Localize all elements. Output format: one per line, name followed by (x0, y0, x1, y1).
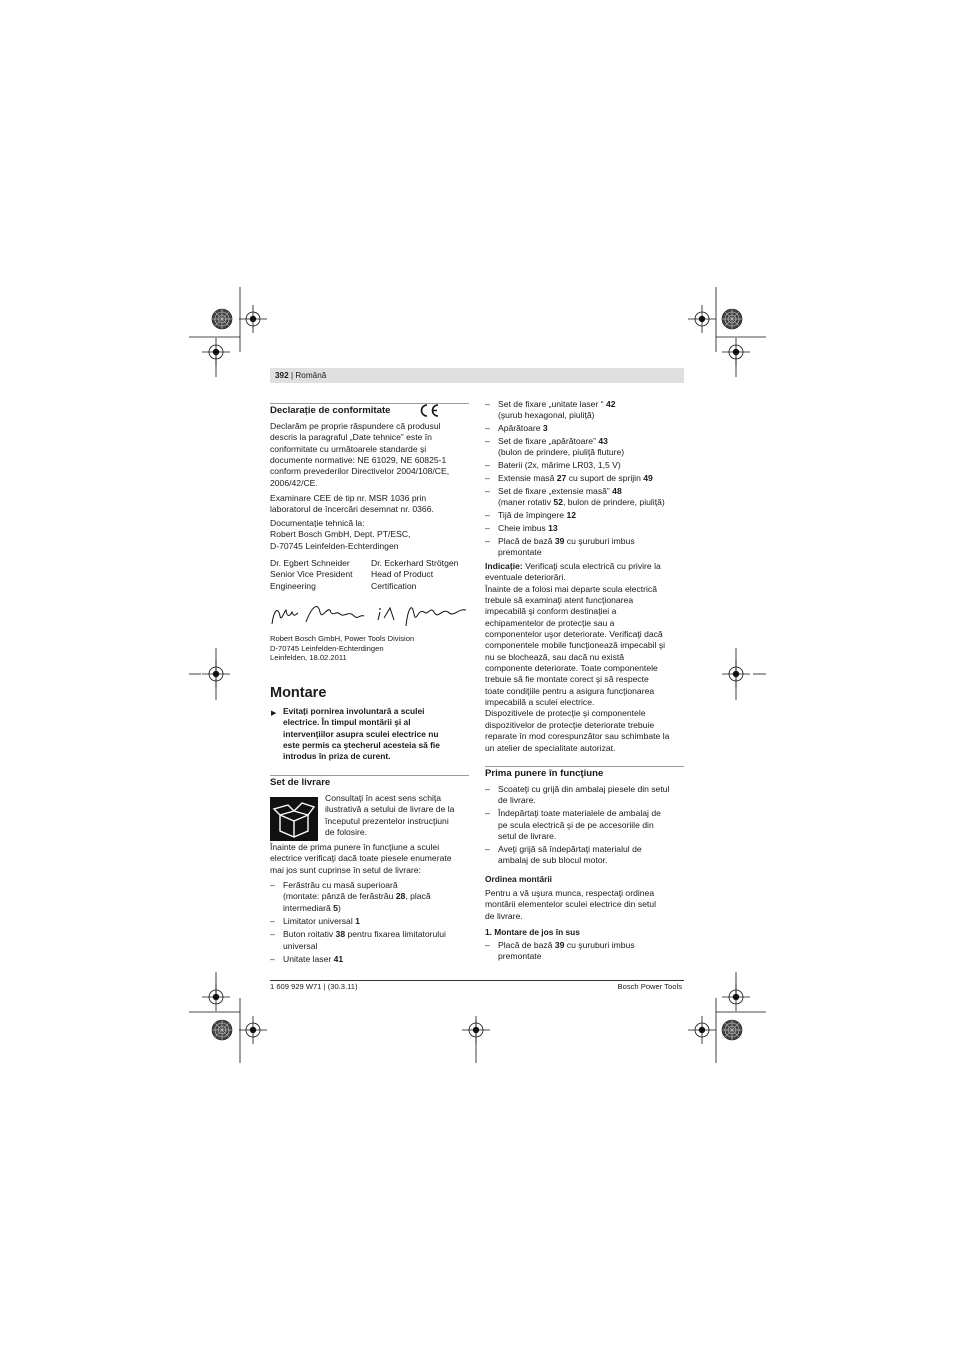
ce-mark (418, 403, 440, 418)
list-item: – Set de fixare „extensie masă” 48 (maner rotativ 52, bulon de prindere, piuliță) (485, 486, 690, 509)
set-intro: Înainte de prima punere în funcţiune a sculei electrice verificaţi dacă toate piesele enumerate mai jos sunt cuprinse în setul de livrare: (270, 842, 452, 875)
list-item: – Set de fixare „unitate laser “ 42 (şurub hexagonal, piuliță) (485, 399, 690, 422)
order-text: Pentru a vă uşura munca, respectaţi ordinea montării elementelor sculei electrice din setul de livrare. (485, 888, 656, 921)
note-label: Indicație: (485, 561, 523, 571)
step1-title: 1. Montare de jos în sus (485, 927, 580, 937)
signer-1: Dr. Egbert Schneider Senior Vice President Engineering (270, 558, 353, 591)
list-item: – Scoateţi cu grijă din ambalaj piesele din setul de livrare. (485, 784, 690, 807)
list-item: – Limitator universal 1 (270, 916, 480, 927)
first-use-list (485, 784, 690, 866)
exam-text: Examinare CEE de tip nr. MSR 1036 prin laboratorul de încercări desemnat nr. 0366. (270, 493, 434, 515)
first-use-rule (485, 766, 684, 767)
ce-mark-icon (418, 403, 440, 418)
note-text: Indicație: Verificaţi scula electrică cu privire la eventuale deteriorări. Înainte de a folosi mai departe scula electrică trebuie să examinaţi atent funcţionarea impecabilă şi conform destinaţiei a echipamentelor de protecţie sau a componentelor uşor deteriorate. Verificaţi dacă componentele mobile funcţionează impecabil şi nu se blochează, sau dacă nu există componente deteriorate. Toate componentele trebuie să fie montate corect şi să respecte toate condiţiile pentru a asigura funcţionarea impecabilă a sculei electrice. Dispozitivele de protecţie şi componentele dispozitivelor de protecţie deteriorate trebuie reparate în mod corespunzător sau schimbate la un atelier de specialitate autorizat. (485, 561, 670, 753)
list-item: – Placă de bază 39 cu şuruburi imbus premontate (485, 536, 690, 559)
list-item: – Cheie imbus 13 (485, 523, 690, 534)
warning-text: Evitați pornirea involuntară a sculei electrice. În timpul montării şi al intervenţiilor asupra sculei electrice nu este permis ca ştecherul acesteia să fie introdus în priza de curent. (283, 706, 440, 762)
list-item: – Unitate laser 41 (270, 954, 480, 965)
list-item: – Apărătoare 3 (485, 423, 690, 434)
company-info: Robert Bosch GmbH, Power Tools Division D-70745 Leinfelden-Echterdingen Leinfelden, 18.02.2011 (270, 634, 415, 662)
signatures (268, 598, 472, 632)
declaration-text: Declarăm pe proprie răspundere că produsul descris la paragraful „Date tehnice” este în conformitate cu următoarele standarde și documente normative: NE 61029, NE 60825-1 conform prevederilor Directivelor 2004/108/CE, 2006/42/CE. (270, 421, 450, 488)
order-title: Ordinea montării (485, 874, 553, 884)
list-item: – Buton roitativ 38 pentru fixarea limitatorului universal (270, 929, 480, 952)
step1-list (485, 940, 690, 963)
list-item: – Set de fixare „apărătoare” 43 (bulon de prindere, piuliţă fluture) (485, 436, 690, 459)
warning-triangle-icon: ▶ (271, 710, 277, 717)
first-use-title: Prima punere în funcţiune (485, 768, 604, 779)
box-icon (270, 797, 318, 841)
list-item: – Aveţi grijă să îndepărtaţi materialul de ambalaj de sub blocul motor. (485, 844, 690, 867)
set-title: Set de livrare (270, 777, 331, 788)
footer-rule (270, 980, 684, 981)
list-item: – Baterii (2x, mărime LR03, 1,5 V) (485, 460, 690, 471)
montare-title: Montare (270, 685, 327, 701)
set-icon-text: Consultaţi în acest sens schiţa ilustrativă a setului de livrare de la începutul prezentelor instrucţiuni de folosire. (325, 793, 455, 838)
page-number: 392 (275, 371, 289, 380)
list-item: – Ferăstrău cu masă superioară (montate: pânză de ferăstrău 28, placă intermediară 5) (270, 880, 480, 914)
set-rule (270, 775, 469, 776)
list-item: – Extensie masă 27 cu suport de sprijin 49 (485, 473, 690, 484)
page-header (270, 368, 684, 383)
header-language: Română (295, 371, 327, 380)
list-item: – Îndepărtaţi toate materialele de ambalaj de pe scula electrică şi de pe accesoriile din setul de livrare. (485, 808, 690, 842)
header-separator: | (288, 371, 296, 380)
right-items-list (485, 399, 690, 558)
footer-right: Bosch Power Tools (617, 982, 682, 991)
signer-2: Dr. Eckerhard Strötgen Head of Product Certification (371, 558, 459, 591)
package-icon (270, 797, 318, 841)
declaration-title: Declarație de conformitate (270, 405, 391, 416)
list-item: – Tijă de împingere 12 (485, 510, 690, 521)
docs-text: Documentație tehnică la: Robert Bosch GmbH, Dept. PT/ESC, D-70745 Leinfelden-Echterdingen (270, 518, 411, 551)
footer-left: 1 609 929 W71 | (30.3.11) (270, 982, 358, 991)
list-item: – Placă de bază 39 cu şuruburi imbus premontate (485, 940, 690, 963)
set-items-list (270, 880, 480, 965)
